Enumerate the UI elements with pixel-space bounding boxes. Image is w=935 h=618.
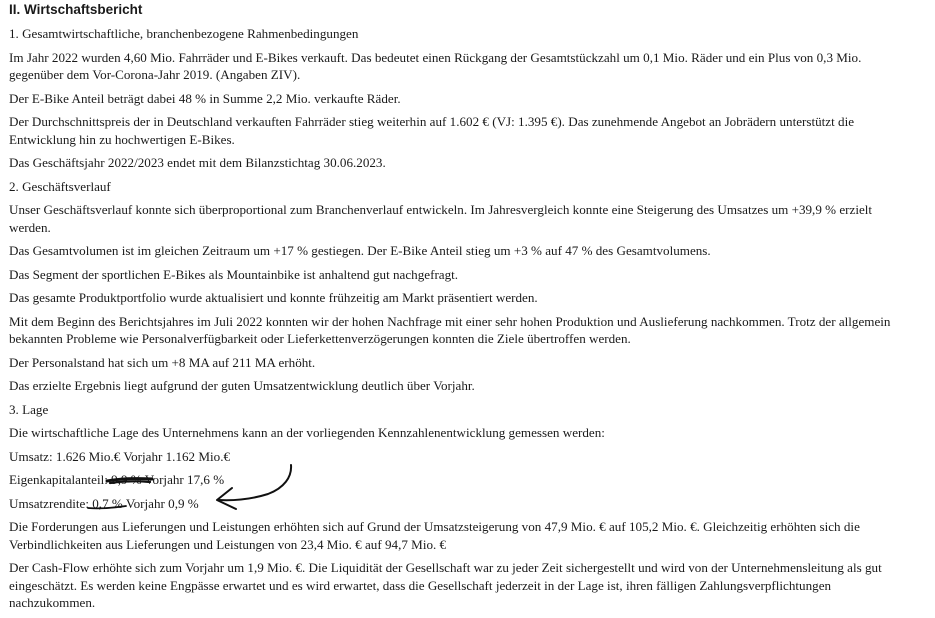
paragraph-ergebnis: Das erzielte Ergebnis liegt aufgrund der guten Umsatzentwicklung deutlich über Vorjahr. [9, 378, 475, 393]
paragraph-nachfrage: Mit dem Beginn des Berichtsjahres im Juli 2022 konnten wir der hohen Nachfrage mit einer sehr hohen Produktion und Auslieferung nachkommen. Trotz der allgemein bekannten Probleme wie Personalverfügbarkeit oder Lieferkettenverzögerungen konnten die Ziele übertroffen werden. [9, 313, 891, 346]
section-title: II. Wirtschaftsbericht [9, 2, 143, 17]
subheading-lage: 3. Lage [9, 401, 49, 417]
subheading-geschaeftsverlauf: 2. Geschäftsverlauf [9, 178, 111, 194]
paragraph-kennzahlen-intro: Die wirtschaftliche Lage des Unternehmens kann an der vorliegenden Kennzahlenentwicklung gemessen werden: [9, 425, 605, 440]
paragraph-verkaufszahlen: Im Jahr 2022 wurden 4,60 Mio. Fahrräder und E-Bikes verkauft. Das bedeutet einen Rückgang der Gesamtstückzahl um 0,1 Mio. Räder und ein Plus von 0,3 Mio. gegenüber dem Vor-Corona-Jahr 2019. (Angaben ZIV). [9, 49, 862, 82]
document-body [9, 0, 909, 618]
paragraph-durchschnittspreis: Der Durchschnittspreis der in Deutschland verkauften Fahrräder stieg weiterhin auf 1.602 € (VJ: 1.395 €). Das zunehmende Angebot an Jobrädern unterstützt die Entwicklung hin zu hochwertigen E-Bikes. [9, 114, 855, 147]
paragraph-personalstand: Der Personalstand hat sich um +8 MA auf 211 MA erhöht. [9, 354, 316, 370]
paragraph-geschaeftsjahr: Das Geschäftsjahr 2022/2023 endet mit dem Bilanzstichtag 30.06.2023. [9, 155, 386, 170]
paragraph-ebike-anteil: Der E-Bike Anteil beträgt dabei 48 % in Summe 2,2 Mio. verkaufte Räder. [9, 90, 401, 106]
paragraph-produktportfolio: Das gesamte Produktportfolio wurde aktualisiert und konnte frühzeitig am Markt präsentiert werden. [9, 290, 538, 305]
kennzahl-eigenkapitalanteil: Eigenkapitalanteil: 9,9 % Vorjahr 17,6 % [9, 472, 225, 487]
subheading-rahmenbedingungen: 1. Gesamtwirtschaftliche, branchenbezogene Rahmenbedingungen [9, 26, 359, 41]
paragraph-umsatzsteigerung: Unser Geschäftsverlauf konnte sich überproportional zum Branchenverlauf entwickeln. Im Jahresvergleich konnte eine Steigerung des Umsatzes um +39,9 % erzielt werden. [9, 202, 873, 235]
kennzahl-umsatzrendite: Umsatzrendite: 0,7 % Vorjahr 0,9 % [9, 495, 199, 511]
paragraph-cashflow: Der Cash-Flow erhöhte sich zum Vorjahr um 1,9 Mio. €. Die Liquidität der Gesellschaft war zu jeder Zeit sichergestellt und wird von der Unternehmensleitung als gut eingeschätzt. Es werden keine Engpässe erwartet und es wird erwartet, dass die Gesellschaft jederzeit in der Lage ist, ihren fälligen Zahlungsverpflichtungen nachzukommen. [9, 560, 882, 610]
paragraph-forderungen: Die Forderungen aus Lieferungen und Leistungen erhöhten sich auf Grund der Umsatzsteigerung von 47,9 Mio. € auf 105,2 Mio. €. Gleichzeitig erhöhten sich die Verbindlichkeiten aus Lieferungen und Leistungen von 23,4 Mio. € auf 94,7 Mio. € [9, 519, 860, 552]
paragraph-segment: Das Segment der sportlichen E-Bikes als Mountainbike ist anhaltend gut nachgefragt. [9, 266, 459, 282]
kennzahl-umsatz: Umsatz: 1.626 Mio.€ Vorjahr 1.162 Mio.€ [9, 448, 231, 464]
paragraph-gesamtvolumen: Das Gesamtvolumen ist im gleichen Zeitraum um +17 % gestiegen. Der E-Bike Anteil stieg um +3 % auf 47 % des Gesamtvolumens. [9, 243, 711, 258]
